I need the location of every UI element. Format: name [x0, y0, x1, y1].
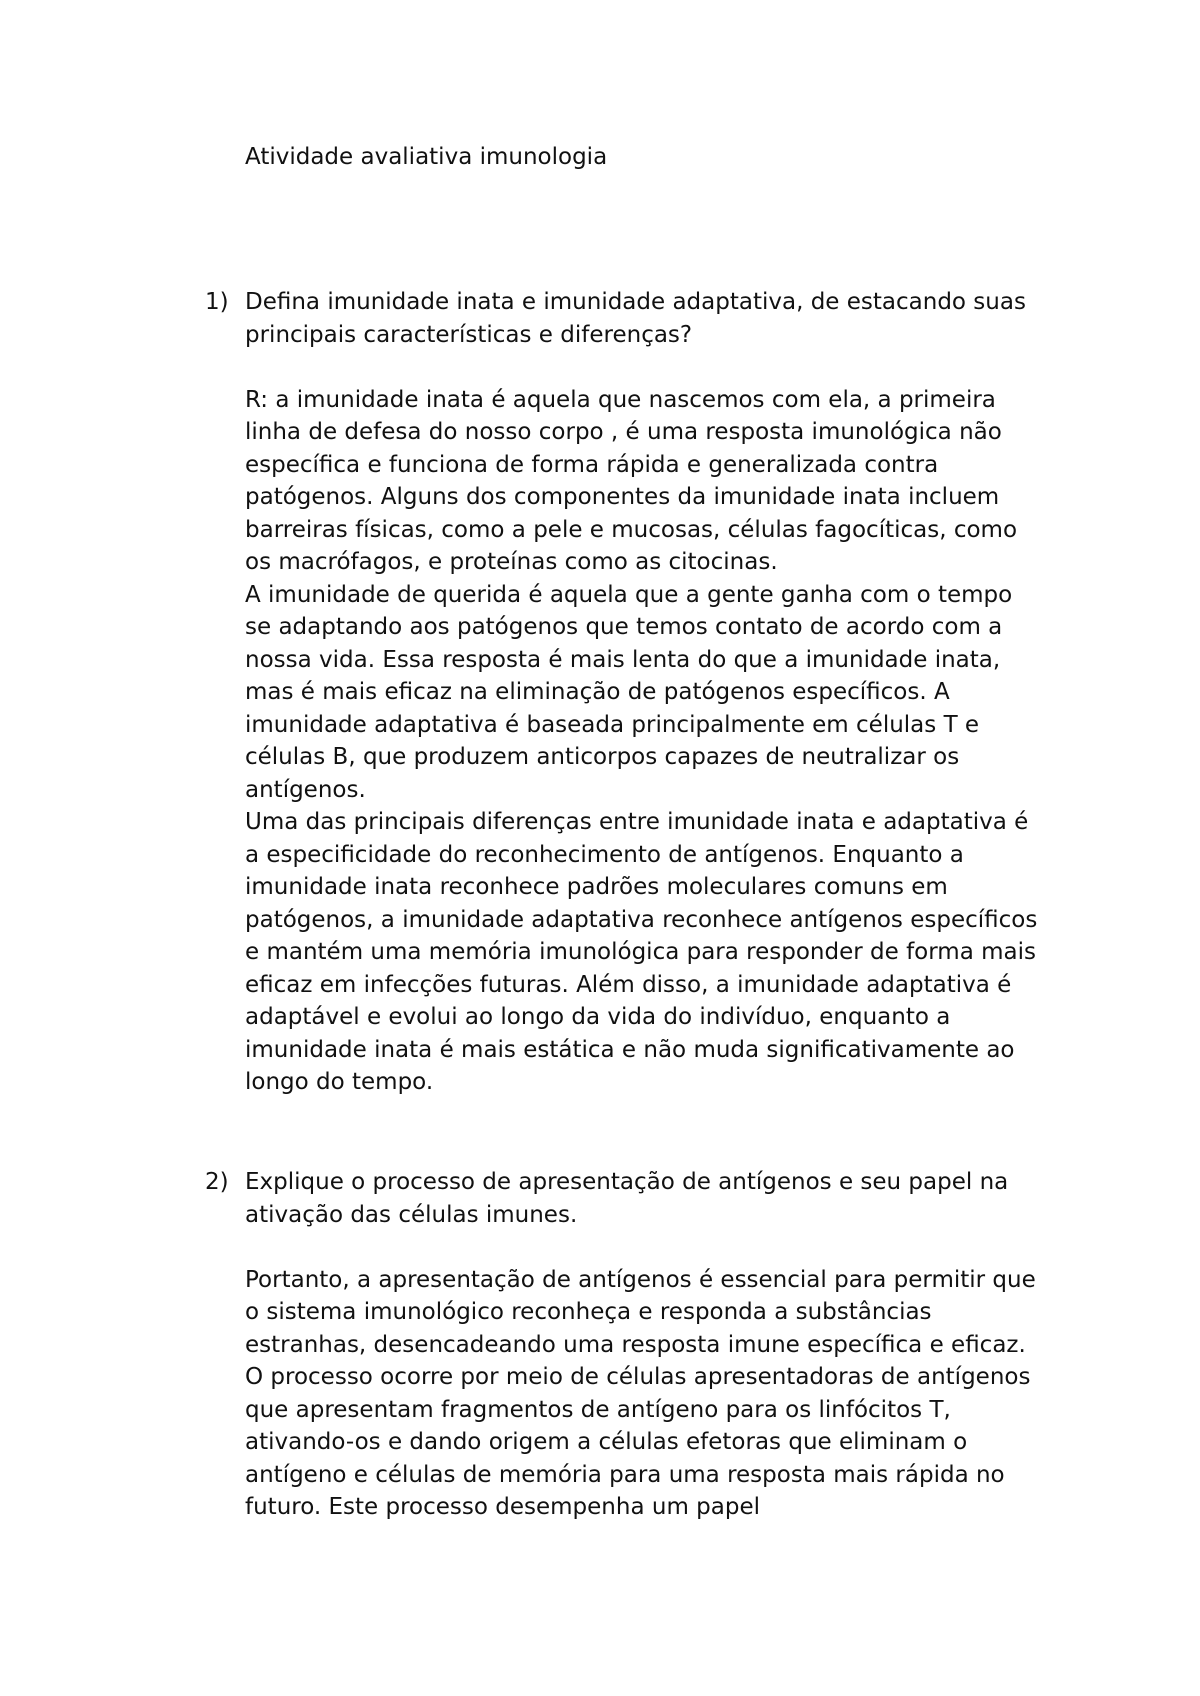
document-title: Atividade avaliativa imunologia [245, 144, 608, 170]
question-number: 2) [205, 1169, 229, 1195]
question-number: 1) [205, 289, 229, 315]
question-1 [205, 286, 1045, 1099]
question-text: Explique o processo de apresentação de antígenos e seu papel na ativação das células imunes. [245, 1169, 1009, 1228]
question-body [245, 286, 1045, 1099]
answer-paragraph: Portanto, a apresentação de antígenos é essencial para permitir que o sistema imunológico reconheça e responda a substâncias estranhas, desencadeando uma resposta imune específica e eficaz. O processo ocorre por meio de células apresentadoras de antígenos que apresentam fragmentos de antígeno para os linfócitos T, ativando-os e dando origem a células efetoras que eliminam o antígeno e células de memória para uma resposta mais rápida no futuro. Este processo desempenha um papel [245, 1266, 1036, 1520]
question-2 [205, 1166, 1045, 1524]
answer [245, 1264, 1045, 1524]
question-body [245, 1166, 1045, 1524]
answer [245, 384, 1045, 1099]
answer-paragraph: A imunidade de querida é aquela que a gente ganha com o tempo se adaptando aos patógenos que temos contato de acordo com a nossa vida. Essa resposta é mais lenta do que a imunidade inata, mas é mais eficaz na eliminação de patógenos específicos. A imunidade adaptativa é baseada principalmente em células T e células B, que produzem anticorpos capazes de neutralizar os antígenos. [245, 581, 1013, 803]
question-text: Defina imunidade inata e imunidade adaptativa, de estacando suas principais características e diferenças? [245, 289, 1026, 348]
answer-paragraph: R: a imunidade inata é aquela que nascemos com ela, a primeira linha de defesa do nosso corpo , é uma resposta imunológica não específica e funciona de forma rápida e generalizada contra patógenos. Alguns dos componentes da imunidade inata incluem barreiras físicas, como a pele e mucosas, células fagocíticas, como os macrófagos, e proteínas como as citocinas. [245, 386, 1018, 575]
answer-paragraph: Uma das principais diferenças entre imunidade inata e adaptativa é a especificidade do reconhecimento de antígenos. Enquanto a imunidade inata reconhece padrões moleculares comuns em patógenos, a imunidade adaptativa reconhece antígenos específicos e mantém uma memória imunológica para responder de forma mais eficaz em infecções futuras. Além disso, a imunidade adaptativa é adaptável e evolui ao longo da vida do indivíduo, enquanto a imunidade inata é mais estática e não muda significativamente ao longo do tempo. [245, 809, 1038, 1095]
